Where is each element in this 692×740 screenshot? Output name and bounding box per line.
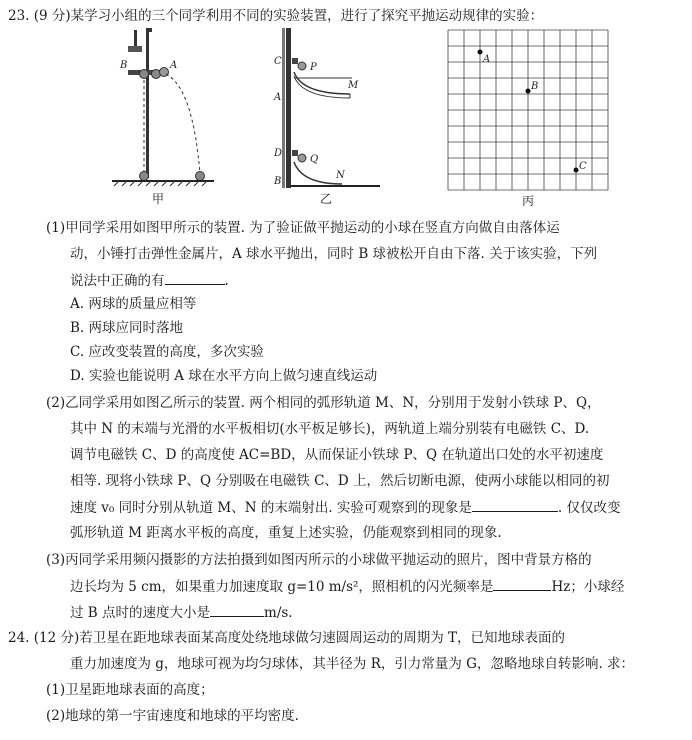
yi-label-C: C (274, 56, 282, 67)
figure-yi-caption: 乙 (319, 192, 332, 206)
q24-header: 24. (12 分)若卫星在距地球表面某高度处绕地球做匀速圆周运动的周期为 T，已知地球表面的 (8, 630, 566, 646)
q23-part3-prompt2: 过 B 点时的速度大小是 (70, 605, 211, 621)
q23-part3-line3 (70, 602, 293, 623)
q23-header: 23. (9 分)某学习小组的三个同学利用不同的实验装置，进行了探究平抛运动规律的实验： (8, 8, 544, 24)
q23-part2-line1: (2)乙同学采用如图乙所示的装置. 两个相同的弧形轨道 M、N，分别用于发射小铁球 P、Q， (46, 395, 601, 411)
q23-part3-prompt1: 边长均为 5 cm，如果重力加速度取 g=10 m/s²，照相机的闪光频率是 (70, 579, 494, 595)
q23-part2-tail: . 仅仅改变 (557, 500, 621, 516)
figure-bing-caption: 丙 (521, 194, 534, 208)
q23-part2-line6: 弧形轨道 M 距离水平板的高度，重复上述实验，仍能观察到相同的现象. (70, 525, 502, 541)
jia-label-B: B (120, 60, 128, 71)
point-A (478, 50, 483, 55)
q24-sub1: (1)卫星距地球表面的高度； (46, 682, 214, 698)
yi-label-N: N (336, 170, 345, 181)
option-D: D. 实验也能说明 A 球在水平方向上做匀速直线运动 (70, 368, 378, 384)
point-C (574, 168, 579, 173)
figure-jia-caption: 甲 (151, 192, 164, 206)
yi-label-B: B (274, 176, 282, 187)
figure-bing (448, 30, 608, 190)
q24-sub2: (2)地球的第一宇宙速度和地球的平均密度. (46, 708, 299, 724)
q23-part3-unit2: m/s. (264, 605, 293, 621)
option-B: B. 两球应同时落地 (70, 320, 184, 336)
q23-part1-line2: 动，小锤打击弹性金属片，A 球水平抛出，同时 B 球被松开自由下落. 关于该实验，下列 (70, 246, 598, 262)
figure-yi (272, 28, 382, 188)
bing-label-B: B (531, 81, 539, 92)
answer-blank-1[interactable] (165, 270, 225, 285)
q23-part3-line1: (3)丙同学采用频闪摄影的方法拍摄到如图丙所示的小球做平抛运动的照片，图中背景方格的 (46, 552, 592, 568)
yi-label-Q: Q (310, 154, 319, 165)
q24-line2: 重力加速度为 g，地球可视为均匀球体，其半径为 R，引力常量为 G，忽略地球自转影响. 求： (70, 656, 635, 672)
answer-blank-4[interactable] (210, 602, 264, 617)
option-C: C. 应改变装置的高度，多次实验 (70, 344, 264, 360)
period: . (224, 273, 229, 289)
yi-label-D: D (274, 148, 283, 159)
answer-blank-3[interactable] (493, 576, 551, 591)
yi-label-A: A (274, 92, 282, 103)
bing-label-A: A (483, 54, 491, 65)
answer-blank-2[interactable] (472, 497, 558, 512)
q23-part2-line3: 调节电磁铁 C、D 的高度使 AC=BD，从而保证小铁球 P、Q 在轨道出口处的水平初速度 (70, 447, 604, 463)
q23-part2-line5 (70, 497, 621, 518)
q23-part1-prompt: 说法中正确的有 (70, 273, 165, 289)
q23-part2-prompt: 速度 v₀ 同时分别从轨道 M、N 的末端射出. 实验可观察到的现象是 (70, 500, 472, 516)
q23-part2-line4: 相等. 现将小铁球 P、Q 分别吸在电磁铁 C、D 上，然后切断电源，使两小球能以相同的初 (70, 473, 610, 489)
option-A: A. 两球的质量应相等 (70, 296, 197, 312)
q23-part1-line3 (70, 270, 229, 291)
q23-part3-line2 (70, 576, 624, 597)
jia-label-A: A (170, 60, 178, 71)
point-B (526, 89, 531, 94)
figure-jia (108, 28, 218, 188)
bing-label-C: C (579, 161, 587, 172)
q23-part3-unit1: Hz；小球经 (551, 579, 625, 595)
yi-label-P: P (310, 62, 317, 73)
yi-label-M: M (348, 80, 359, 91)
q23-part2-line2: 其中 N 的末端与光滑的水平板相切(水平板足够长)，两轨道上端分别装有电磁铁 C、D. (70, 421, 590, 437)
q23-part1-line1: (1)甲同学采用如图甲所示的装置. 为了验证做平抛运动的小球在竖直方向做自由落体运 (46, 220, 560, 236)
